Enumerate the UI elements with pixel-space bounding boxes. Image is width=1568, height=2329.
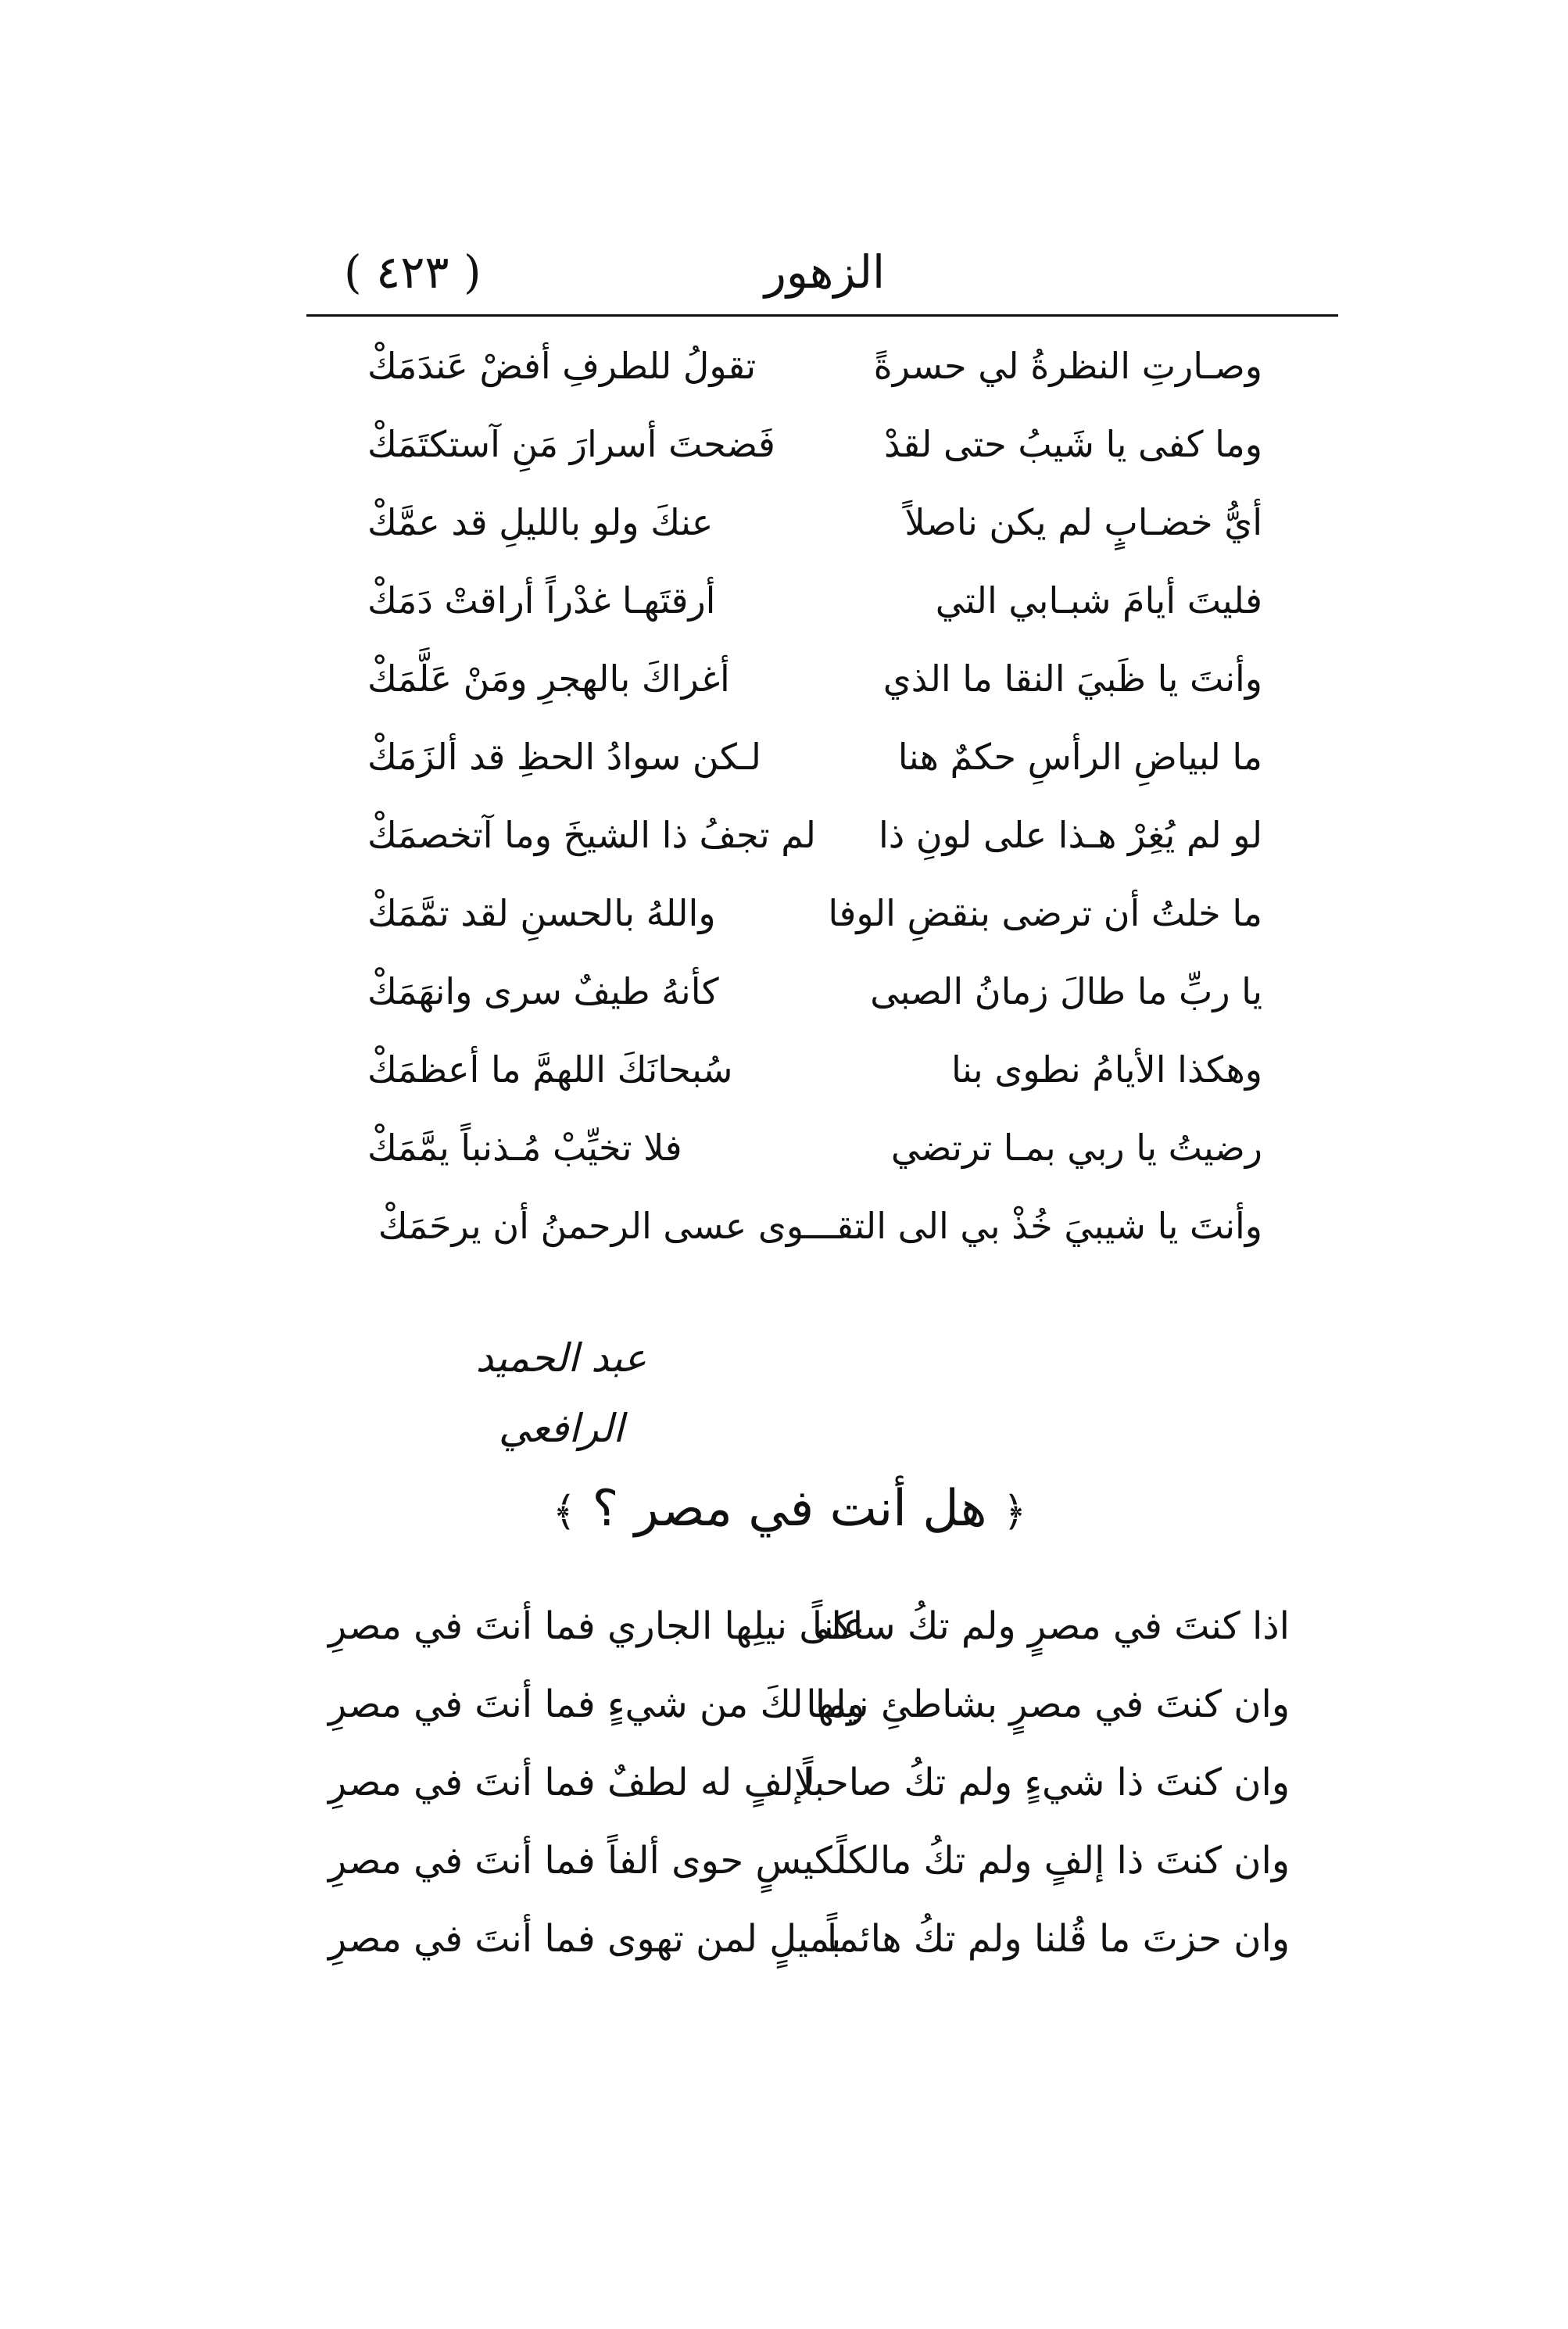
verse	[328, 1743, 1290, 1822]
hemistich-left: تقولُ للطرفِ أفضْ عَندَمَكْ	[367, 345, 757, 387]
hemistich-right: وصـارتِ النظرةُ لي حسرةً	[873, 345, 1262, 387]
hemistich-left: فَضحتَ أسرارَ مَنِ آستكتَمَكْ	[367, 423, 775, 465]
hemistich-right: ما لبياضِ الرأسِ حكمٌ هنا	[897, 736, 1262, 778]
hemistich-right: فليتَ أيامَ شبـابي التي	[935, 579, 1262, 622]
hemistich-left: واللهُ بالحسنِ لقد تمَّمَكْ	[367, 892, 716, 934]
hemistich-right: اذا كنتَ في مصرٍ ولم تكُ ساكناً	[811, 1604, 1290, 1648]
verse	[367, 952, 1262, 1030]
verse	[328, 1587, 1290, 1665]
hemistich-left: لإلفٍ له لطفٌ فما أنتَ في مصرِ	[328, 1761, 816, 1804]
ornament-close: ﴾	[552, 1489, 577, 1535]
hemistich-right: رضيتُ يا ربي بمـا ترتضي	[890, 1127, 1262, 1169]
verse	[328, 1665, 1290, 1743]
running-header	[313, 235, 1337, 313]
hemistich-left: أغراكَ بالهجرِ ومَنْ عَلَّمَكْ	[367, 657, 730, 700]
hemistich-left: أرقتَهـا غدْراً أراقتْ دَمَكْ	[367, 579, 716, 622]
verse	[328, 1900, 1290, 1978]
poem-two	[328, 1587, 1290, 2056]
poem-one	[367, 327, 1262, 1304]
section-heading	[547, 1470, 1032, 1548]
hemistich-left: فلا تخيِّبْ مُـذنباً يمَّمَكْ	[367, 1127, 682, 1169]
hemistich-left: وما لكَ من شيءٍ فما أنتَ في مصرِ	[328, 1682, 865, 1726]
hemistich-left: بميلٍ لمن تهوى فما أنتَ في مصرِ	[328, 1917, 842, 1961]
hemistich-right: وان كنتَ ذا إلفٍ ولم تكُ مالكاً	[836, 1839, 1290, 1883]
hemistich-left: كأنهُ طيفٌ سرى وانهَمَكْ	[367, 970, 719, 1012]
verse	[367, 874, 1262, 952]
verse	[367, 483, 1262, 561]
verse	[367, 718, 1262, 796]
verse	[367, 1109, 1262, 1187]
hemistich-left: عنكَ ولو بالليلِ قد عمَّكْ	[367, 501, 714, 543]
hemistich-right: وهكذا الأيامُ نطوى بنا	[951, 1048, 1262, 1091]
hemistich-right: يا ربِّ ما طالَ زمانُ الصبى	[870, 970, 1262, 1012]
verse	[367, 640, 1262, 718]
hemistich-right: ما خلتُ أن ترضى بنقضِ الوفا	[828, 892, 1262, 934]
hemistich-right: وأنتَ يا ظَبيَ النقا ما الذي	[882, 657, 1262, 700]
hemistich-left: لكيسٍ حوى ألفاً فما أنتَ في مصرِ	[328, 1839, 847, 1883]
verse	[367, 405, 1262, 483]
hemistich-left: سُبحانَكَ اللهمَّ ما أعظمَكْ	[367, 1048, 733, 1091]
hemistich-left: لم تجفُ ذا الشيخَ وما آتخصمَكْ	[367, 814, 816, 856]
author-signature: عبد الحميد الرافعي	[475, 1335, 647, 1451]
verse	[367, 327, 1262, 405]
verse	[367, 561, 1262, 640]
verse-closing	[367, 1187, 1262, 1265]
verse	[328, 1822, 1290, 1900]
hemistich-right: وان كنتَ في مصرٍ بشاطئِ نيلها	[806, 1682, 1290, 1726]
closing-verse: وأنتَ يا شيبيَ خُذْ بي الى التقـــوى عسى الرحمنُ أن يرحَمَكْ	[378, 1205, 1262, 1247]
hemistich-right: وان حزتَ ما قُلنا ولم تكُ هائماً	[826, 1917, 1290, 1961]
ornament-open: ﴿	[1002, 1489, 1027, 1535]
hemistich-right: لو لم يُغِرْ هـذا على لونِ ذا	[878, 814, 1262, 856]
running-title: الزهور	[764, 245, 886, 299]
verse	[367, 1030, 1262, 1109]
header-rule	[306, 314, 1338, 317]
hemistich-left: على نيلِها الجاري فما أنتَ في مصرِ	[328, 1604, 865, 1648]
hemistich-right: وما كفى يا شَيبُ حتى لقدْ	[884, 423, 1262, 465]
hemistich-right: وان كنتَ ذا شيءٍ ولم تكُ صاحباً	[802, 1761, 1290, 1804]
hemistich-left: لـكن سوادُ الحظِ قد ألزَمَكْ	[367, 736, 761, 778]
page-number: ( ٤٢٣ )	[344, 245, 481, 299]
section-title: هل أنت في مصر ؟	[592, 1480, 987, 1538]
verse	[367, 796, 1262, 874]
hemistich-right: أيُّ خضـابٍ لم يكن ناصلاً	[904, 501, 1262, 543]
